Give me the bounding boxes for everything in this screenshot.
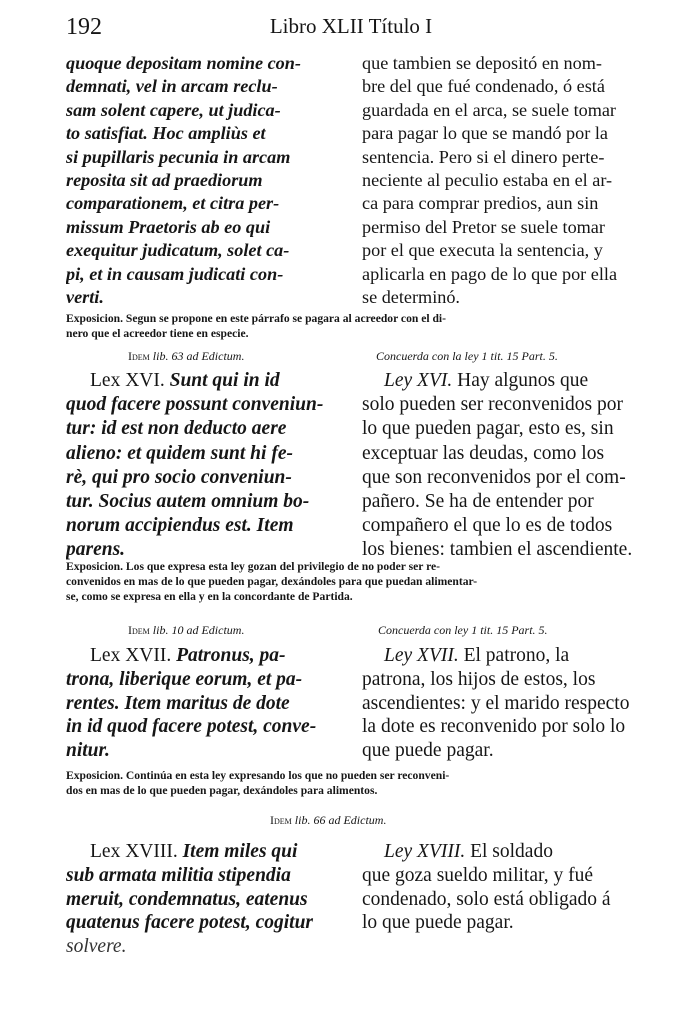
latin-line: rentes. Item maritus de dote [66,692,290,714]
spanish-line: se determinó. [362,287,460,308]
citation-left-block-2 [128,349,244,364]
spanish-line: patrona, los hijos de estos, los [362,668,596,690]
latin-line: solvere. [66,936,127,958]
latin-line: nitur. [66,740,110,762]
ley-heading: Ley XVII. [384,645,459,666]
latin-column-block-4 [66,840,348,959]
spanish-column-block-3 [362,644,636,763]
latin-column-block-3 [66,644,348,763]
spanish-line: neciente al peculio estaba en el ar- [362,170,613,191]
spanish-line: que tambien se depositó en nom- [362,53,602,73]
lex-heading: Lex XVI. [90,370,165,391]
latin-line: in id quod facere potest, conve- [66,716,317,738]
spanish-line: lo que pueden pagar, esto es, sin [362,418,614,440]
exposicion-line: Exposicion. Los que expresa esta ley gozan del privilegio de no poder ser re- [66,560,441,573]
latin-first-text: Sunt qui in id [164,370,280,391]
spanish-line: que puede pagar. [362,740,494,762]
exposicion-block-3 [66,768,634,798]
exposicion-line: Exposicion. Continúa en esta ley expresando los que no pueden ser reconveni- [66,769,450,782]
latin-column-block-1 [66,52,348,309]
latin-first-text: Item miles qui [177,841,298,862]
page-header [66,14,636,44]
exposicion-line: convenidos en mas de lo que pueden pagar, dexándoles para que puedan alimentar- [66,575,478,588]
spanish-line: para pagar lo que se mandó por la [362,123,608,144]
running-title: Libro XLII Título I [269,14,433,38]
latin-line: trona, liberique eorum, et pa- [66,668,303,690]
citation-source: lib. 10 ad Edictum. [149,623,245,637]
spanish-line: lo que puede pagar. [362,912,514,934]
exposicion-line: se, como se expresa en ella y en la concordante de Partida. [66,590,353,603]
latin-line: comparationem, et citra per- [66,193,280,214]
spanish-line: que goza sueldo militar, y fué [362,864,593,886]
latin-line: missum Praetoris ab eo qui [66,216,271,237]
latin-line: reposita sit ad praediorum [66,170,263,191]
spanish-line: bre del que fué condenado, ó está [362,76,605,97]
latin-first-line [66,840,348,864]
citation-right-block-2: Concuerda con la ley 1 tit. 15 Part. 5. [376,349,558,363]
spanish-line: sentencia. Pero si el dinero perte- [362,146,605,167]
latin-line: to satisfiat. Hoc ampliùs et [66,123,266,144]
spanish-column-block-2 [362,369,636,563]
latin-line: parens. [66,539,126,561]
spanish-line: la dote es reconvenido por solo lo [362,716,626,738]
spanish-line: exceptuar las deudas, como los [362,442,605,464]
ley-heading: Ley XVIII. [384,841,466,862]
spanish-line: los bienes: tambien el ascendiente. [362,539,633,561]
latin-line: tur: id est non deducto aere [66,418,287,440]
latin-first-text: Patronus, pa- [171,645,286,666]
latin-line: demnati, vel in arcam reclu- [66,76,278,97]
exposicion-line: Exposicion. Segun se propone en este párrafo se pagara al acreedor con el di- [66,312,447,325]
spanish-line: ca para comprar predios, aun sin [362,193,599,214]
latin-line: sam solent capere, ut judica- [66,99,281,120]
spanish-line: aplicarla en pago de lo que por ella [362,263,618,284]
citation-idem: Idem [128,349,150,363]
spanish-line: solo pueden ser reconvenidos por [362,394,624,416]
latin-line: verti. [66,287,104,308]
spanish-first-line [362,369,636,393]
spanish-line: por el que executa la sentencia, y [362,240,603,261]
spanish-line: compañero el que lo es de todos [362,515,613,537]
lex-heading: Lex XVIII. [90,841,178,862]
spanish-line: permiso del Pretor se suele tomar [362,216,605,237]
spanish-first-text: El soldado [465,841,553,862]
latin-line: norum accipiendus est. Item [66,515,294,537]
latin-line: sub armata militia stipendia [66,864,291,886]
latin-line: quod facere possunt conveniun- [66,394,324,416]
ley-heading: Ley XVI. [384,370,453,391]
latin-first-line [66,644,348,668]
spanish-first-line [362,644,636,668]
spanish-first-line [362,840,636,864]
latin-line: tur. Socius autem omnium bo- [66,491,310,513]
exposicion-line: dos en mas de lo que pueden pagar, dexándoles para alimentos. [66,784,378,797]
citation-source: lib. 66 ad Edictum. [291,813,387,827]
lex-heading: Lex XVII. [90,645,172,666]
page-number: 192 [66,14,102,40]
latin-line: alieno: et quidem sunt hi fe- [66,442,293,464]
latin-column-block-2 [66,369,348,563]
spanish-column-block-1 [362,52,636,309]
citation-idem: Idem [128,623,150,637]
latin-line: meruit, condemnatus, eatenus [66,888,308,910]
latin-line: si pupillaris pecunia in arcam [66,146,291,167]
citation-left-block-3 [128,623,244,638]
spanish-line: condenado, solo está obligado á [362,888,611,910]
citation-source: lib. 63 ad Edictum. [149,349,245,363]
spanish-line: pañero. Se ha de entender por [362,491,594,513]
spanish-column-block-4 [362,840,636,935]
citation-center-block-4 [270,813,386,828]
spanish-first-text: El patrono, la [458,645,570,666]
latin-line: quatenus facere potest, cogitur [66,912,313,934]
exposicion-block-1 [66,311,634,341]
citation-idem: Idem [270,813,292,827]
latin-line: pi, et in causam judicati con- [66,263,284,284]
latin-line: quoque depositam nomine con- [66,53,301,73]
spanish-line: ascendientes: y el marido respecto [362,692,630,714]
spanish-line: guardada en el arca, se suele tomar [362,99,616,120]
exposicion-block-2 [66,559,634,604]
latin-first-line [66,369,348,393]
exposicion-line: nero que el acreedor tiene en especie. [66,327,249,340]
spanish-line: que son reconvenidos por el com- [362,466,626,488]
latin-line: rè, qui pro socio conveniun- [66,466,292,488]
latin-line: exequitur judicatum, solet ca- [66,240,290,261]
citation-right-block-3: Concuerda con ley 1 tit. 15 Part. 5. [378,623,548,637]
spanish-first-text: Hay algunos que [452,370,589,391]
